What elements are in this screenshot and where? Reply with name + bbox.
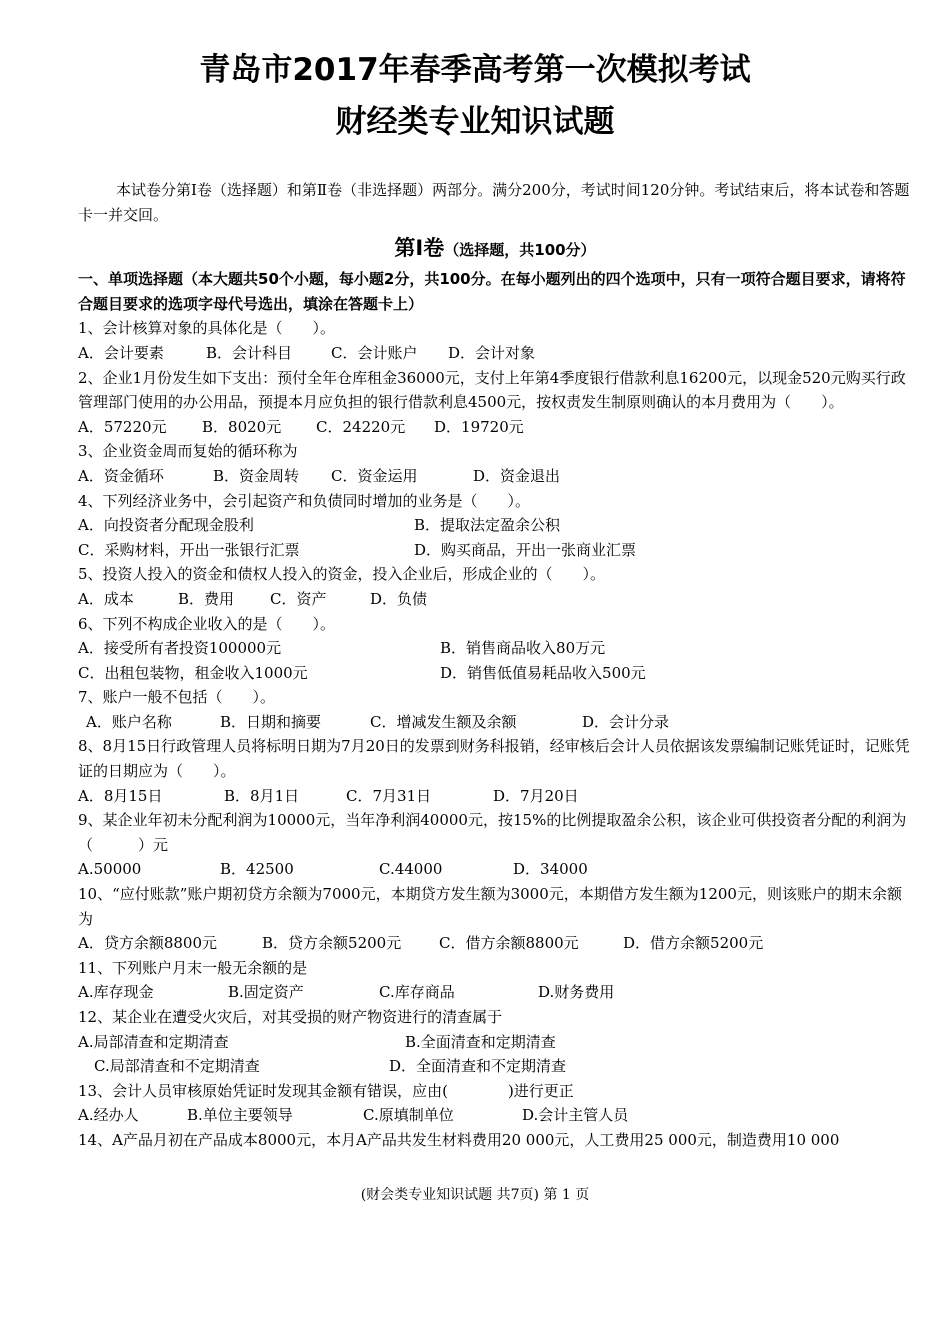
exam-subtitle: 财经类专业知识试题 [335, 104, 615, 140]
option: A.经办人 [78, 1106, 139, 1125]
option: B．提取法定盈余公积 [414, 516, 561, 535]
option: C．会计账户 [331, 343, 418, 362]
question-stem: 4、下列经济业务中，会引起资产和负债同时增加的业务是（ ）。 [78, 491, 531, 510]
option: D．会计分录 [582, 712, 670, 731]
question-options [78, 1054, 912, 1079]
question-stem: 13、会计人员审核原始凭证时发现其金额有错误，应由( )进行更正 [78, 1081, 574, 1100]
option: D．会计对象 [448, 343, 536, 362]
question-options [78, 513, 912, 538]
option: A．资金循环 [78, 466, 164, 485]
option: A．成本 [78, 589, 134, 608]
section-title-sub: （选择题，共100分） [444, 241, 596, 260]
question-stem: 14、A产品月初在产品成本8000元，本月A产品共发生材料费用20 000元，人工费用25 000元，制造费用10 000 [78, 1130, 840, 1149]
exam-content [78, 178, 912, 1153]
option: A．会计要素 [78, 343, 164, 362]
question-options [78, 784, 912, 809]
option: A.局部清查和定期清查 [78, 1032, 229, 1051]
option: C．资金运用 [331, 466, 418, 485]
option: D．19720元 [434, 417, 524, 436]
page-footer: (财会类专业知识试题 共7页) 第 1 页 [360, 1187, 590, 1203]
question-options [78, 661, 912, 686]
question-options [78, 464, 912, 489]
question-options [78, 636, 912, 661]
part-heading: 一、单项选择题（本大题共50个小题，每小题2分，共100分。在每小题列出的四个选项中，只有一项符合题目要求，请将符合题目要求的选项字母代号选出，填涂在答题卡上） [78, 270, 906, 313]
question-stem: 11、下列账户月末一般无余额的是 [78, 958, 308, 977]
option: B．42500 [220, 860, 294, 879]
question-options [78, 931, 912, 956]
option: B．8月1日 [224, 786, 300, 805]
section-title-main: 第Ⅰ卷 [394, 236, 445, 261]
option: C.局部清查和不定期清查 [94, 1057, 260, 1076]
option: A.50000 [78, 860, 142, 879]
option: A．57220元 [78, 417, 167, 436]
option: D．资金退出 [473, 466, 561, 485]
option: B．8020元 [202, 417, 282, 436]
option: C．24220元 [316, 417, 406, 436]
option: C．增减发生额及余额 [370, 712, 517, 731]
exam-instructions: 本试卷分第Ⅰ卷（选择题）和第Ⅱ卷（非选择题）两部分。满分200分，考试时间120分钟。考试结束后，将本试卷和答题卡一并交回。 [78, 181, 910, 224]
option: C．7月31日 [346, 786, 432, 805]
option: B．会计科目 [206, 343, 293, 362]
question-options [78, 538, 912, 563]
option: B．销售商品收入80万元 [440, 639, 606, 658]
option: C.44000 [379, 860, 443, 879]
option: B．费用 [178, 589, 235, 608]
option: C.原填制单位 [363, 1106, 454, 1125]
section-title [78, 233, 912, 265]
option: D．购买商品，开出一张商业汇票 [414, 540, 637, 559]
option: C．资产 [270, 589, 327, 608]
question-stem: 10、“应付账款”账户期初贷方余额为7000元，本期贷方发生额为3000元，本期借方发生额为1200元，则该账户的期末余额为 [78, 885, 902, 928]
option: C．出租包装物，租金收入1000元 [78, 663, 308, 682]
option: B.单位主要领导 [187, 1106, 293, 1125]
option: C．借方余额8800元 [439, 934, 579, 953]
question-stem: 12、某企业在遭受火灾后，对其受损的财产物资进行的清查属于 [78, 1008, 503, 1026]
question-stem: 8、8月15日行政管理人员将标明日期为7月20日的发票到财务科报销，经审核后会计人员依据该发票编制记账凭证时，记账凭证的日期应为（ ）。 [78, 737, 910, 781]
question-options [78, 1030, 912, 1055]
option: D.财务费用 [538, 983, 615, 1002]
question-stem: 6、下列不构成企业收入的是（ ）。 [78, 614, 336, 633]
option: D.会计主管人员 [522, 1106, 629, 1125]
option: A.库存现金 [78, 983, 154, 1002]
option: D．负债 [370, 589, 428, 608]
question-options [78, 1103, 912, 1128]
question-stem: 9、某企业年初未分配利润为10000元，当年净利润40000元，按15%的比例提取盈余公积，该企业可供投资者分配的利润为（ ）元 [78, 811, 907, 854]
question-options [78, 587, 912, 612]
option: B．日期和摘要 [220, 712, 322, 731]
question-stem: 5、投资人投入的资金和债权人投入的资金，投入企业后，形成企业的（ ）。 [78, 565, 606, 584]
question-options [78, 857, 912, 882]
option: D．销售低值易耗品收入500元 [440, 663, 646, 682]
option: B．贷方余额5200元 [262, 934, 402, 953]
option: D．7月20日 [493, 786, 579, 805]
option: C.库存商品 [379, 983, 455, 1002]
option: B．资金周转 [213, 466, 300, 485]
option: A．贷方余额8800元 [78, 934, 218, 953]
option: A．8月15日 [78, 786, 163, 805]
option: B.固定资产 [228, 983, 304, 1002]
option: C．采购材料，开出一张银行汇票 [78, 540, 300, 559]
option: D．34000 [513, 860, 588, 879]
question-stem: 7、账户一般不包括（ ）。 [78, 688, 276, 707]
option: A．向投资者分配现金股利 [78, 516, 254, 535]
question-stem: 3、企业资金周而复始的循环称为 [78, 442, 298, 461]
question-options [78, 415, 912, 440]
option: B.全面清查和定期清查 [405, 1032, 556, 1051]
exam-title: 青岛市2017年春季高考第一次模拟考试 [199, 52, 751, 88]
option: A．接受所有者投资100000元 [78, 639, 282, 658]
question-options [78, 341, 912, 366]
option: D．借方余额5200元 [623, 934, 764, 953]
question-options [78, 980, 912, 1005]
question-options [78, 710, 912, 735]
question-stem: 2、企业1月份发生如下支出：预付全年仓库租金36000元，支付上年第4季度银行借款利息16200元，以现金520元购买行政管理部门使用的办公用品，预提本月应负担的银行借款利息4500元，按权责发生制原则确认的本月费用为（ ）。 [78, 368, 906, 412]
option: D．全面清查和不定期清查 [389, 1057, 567, 1076]
option: A．账户名称 [86, 712, 172, 731]
question-stem: 1、会计核算对象的具体化是（ ）。 [78, 319, 336, 338]
